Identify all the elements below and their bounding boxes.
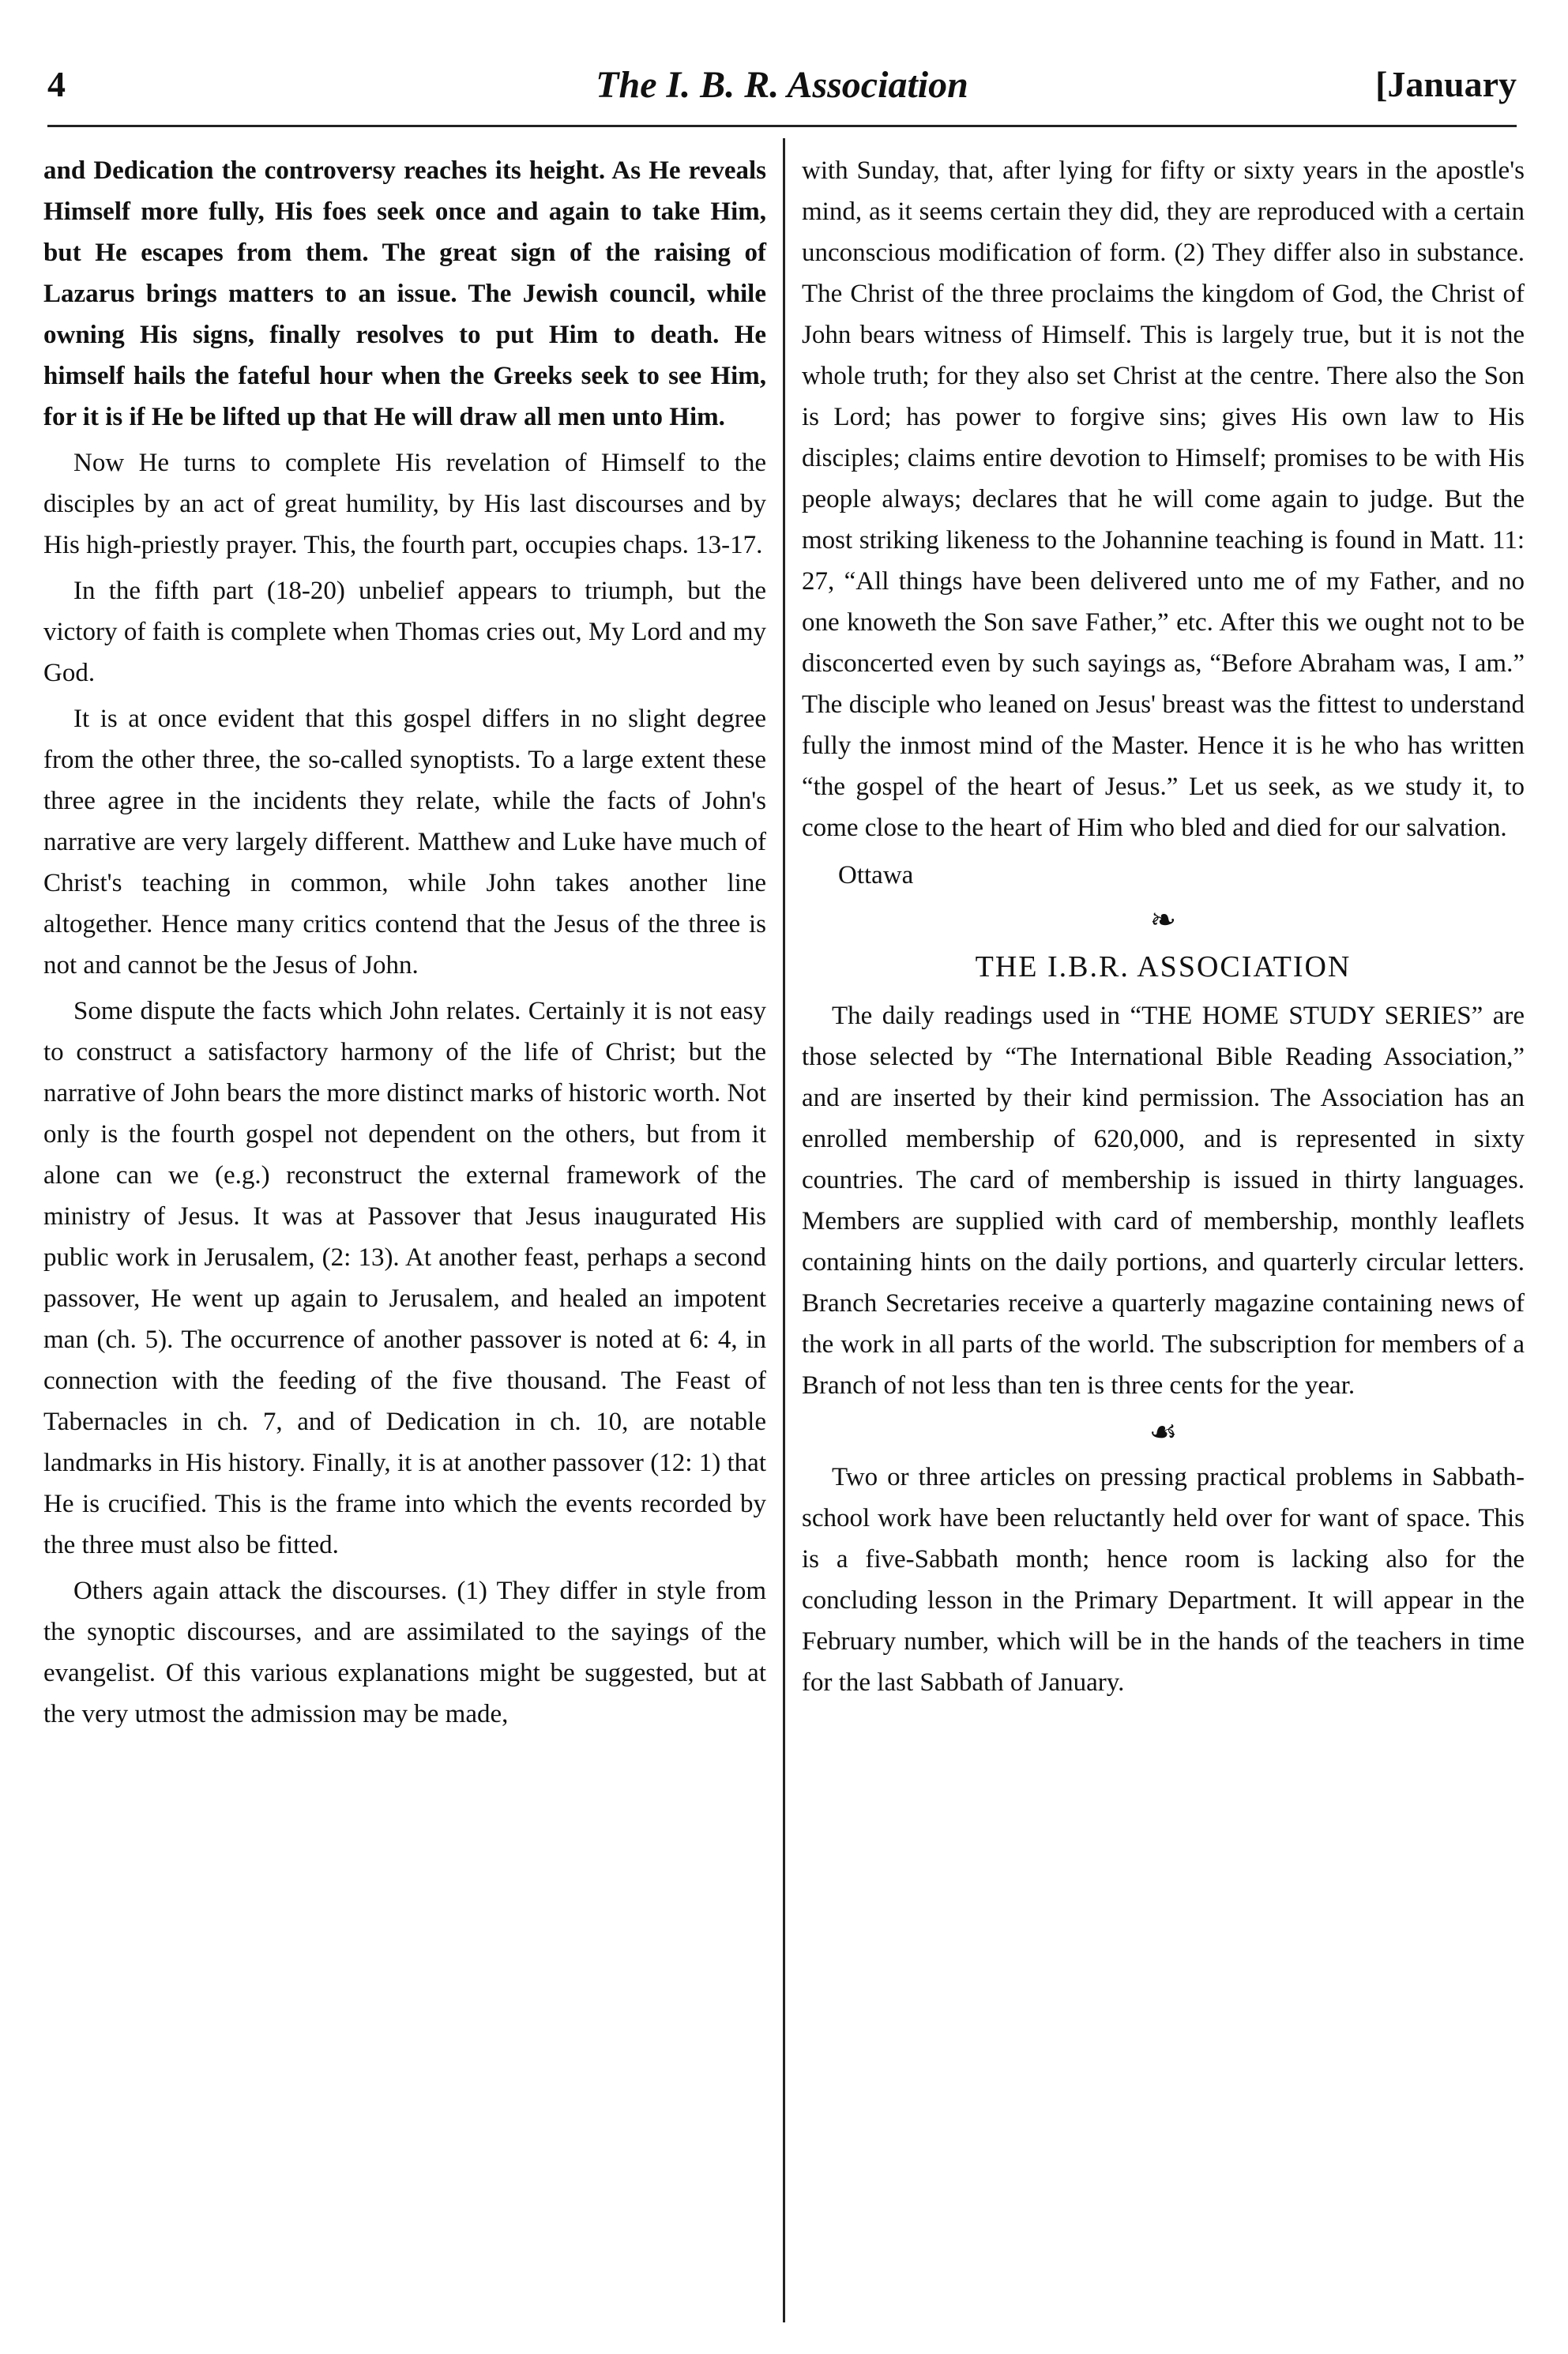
running-header	[47, 63, 1517, 118]
paragraph: Now He turns to complete His revelation of Himself to the disciples by an act of great humility, by His last discourses and by His high-priestly prayer. This, the fourth part, occupies chaps. 13-17.	[43, 449, 766, 559]
fleuron-icon: ☙	[1149, 1414, 1178, 1450]
paragraph: Some dispute the facts which John relates. Certainly it is not easy to construct a satisfactory harmony of the life of Christ; but the narrative of John bears the more distinct marks of historic worth. Not only is the fourth gospel not dependent on the others, but from it alone can we (e.g.) reconstruct the external framework of the ministry of Jesus. It was at Passover that Jesus inaugurated His public work in Jerusalem, (2: 13). At another feast, perhaps a second passover, He went up again to Jerusalem, and healed an impotent man (ch. 5). The occurrence of another passover is noted at 6: 4, in connection with the feeding of the five thousand. The Feast of Tabernacles in ch. 7, and of Dedication in ch. 10, are notable landmarks in His history. Finally, it is at another passover (12: 1) that He is crucified. This is the frame into which the events recorded by the three must also be fitted.	[43, 997, 766, 1559]
section-heading: THE I.B.R. ASSOCIATION	[975, 950, 1352, 983]
paragraph: with Sunday, that, after lying for fifty or sixty years in the apostle's mind, as it seems certain they did, they are reproduced with a certain unconscious modification of form. (2) They differ also in substance. The Christ of the three proclaims the kingdom of God, the Christ of John bears witness of Himself. This is largely true, but it is not the whole truth; for they also set Christ at the centre. There also the Son is Lord; has power to forgive sins; gives His own law to His disciples; claims entire devotion to Himself; promises to be with His people always; declares that he will come again to judge. But the most striking likeness to the Johannine teaching is found in Matt. 11: 27, “All things have been delivered unto me of my Father, and no one knoweth the Son save Father,” etc. After this we ought not to be disconcerted even by such sayings as, “Before Abraham was, I am.” The disciple who leaned on Jesus' breast was the fittest to understand fully the inmost mind of the Master. Hence it is he who has written “the gospel of the heart of Jesus.” Let us seek, as we study it, to come close to the heart of Him who bled and died for our salvation.	[802, 156, 1525, 842]
fleuron-icon: ❧	[1149, 902, 1177, 938]
paragraph: Others again attack the discourses. (1) They differ in style from the synoptic discourses, and are assimilated to the sayings of the evangelist. Of this various explanations might be suggested, but at the very utmost the admission may be made,	[43, 1577, 766, 1728]
place-signature: Ottawa	[838, 861, 914, 889]
header-rule	[47, 125, 1517, 127]
paragraph: Two or three articles on pressing practical problems in Sabbath-school work have been reluctantly held over for want of space. This is a five-Sabbath month; hence room is lacking also for the concluding lesson in the Primary Department. It will appear in the February number, which will be in the hands of the teachers in time for the last Sabbath of January.	[802, 1463, 1525, 1697]
left-column	[43, 150, 766, 1739]
page-number: 4	[47, 64, 66, 104]
column-divider	[783, 138, 785, 2322]
running-title: The I. B. R. Association	[596, 64, 968, 106]
paragraph: In the fifth part (18-20) unbelief appears to triumph, but the victory of faith is complete when Thomas cries out, My Lord and my God.	[43, 577, 766, 687]
paragraph: It is at once evident that this gospel differs in no slight degree from the other three, the so-called synoptists. To a large extent these three agree in the incidents they relate, while the facts of John's narrative are very largely different. Matthew and Luke have much of Christ's teaching in common, while John takes another line altogether. Hence many critics contend that the Jesus of the three is not and cannot be the Jesus of John.	[43, 705, 766, 980]
paragraph: The daily readings used in “THE HOME STUDY SERIES” are those selected by “The International Bible Reading Association,” and are inserted by their kind permission. The Association has an enrolled membership of 620,000, and is represented in sixty countries. The card of membership is issued in thirty languages. Members are supplied with card of membership, monthly leaflets containing hints on the daily portions, and quarterly circular letters. Branch Secretaries receive a quarterly magazine containing news of the work in all parts of the world. The subscription for members of a Branch of not less than ten is three cents for the year.	[802, 1002, 1525, 1400]
paragraph: and Dedication the controversy reaches its height. As He reveals Himself more fully, His foes seek once and again to take Him, but He escapes from them. The great sign of the raising of Lazarus brings matters to an issue. The Jewish council, while owning His signs, finally resolves to put Him to death. He himself hails the fateful hour when the Greeks seek to see Him, for it is if He be lifted up that He will draw all men unto Him.	[43, 156, 766, 431]
issue-month: [January	[1375, 64, 1517, 104]
right-column	[802, 150, 1525, 1708]
